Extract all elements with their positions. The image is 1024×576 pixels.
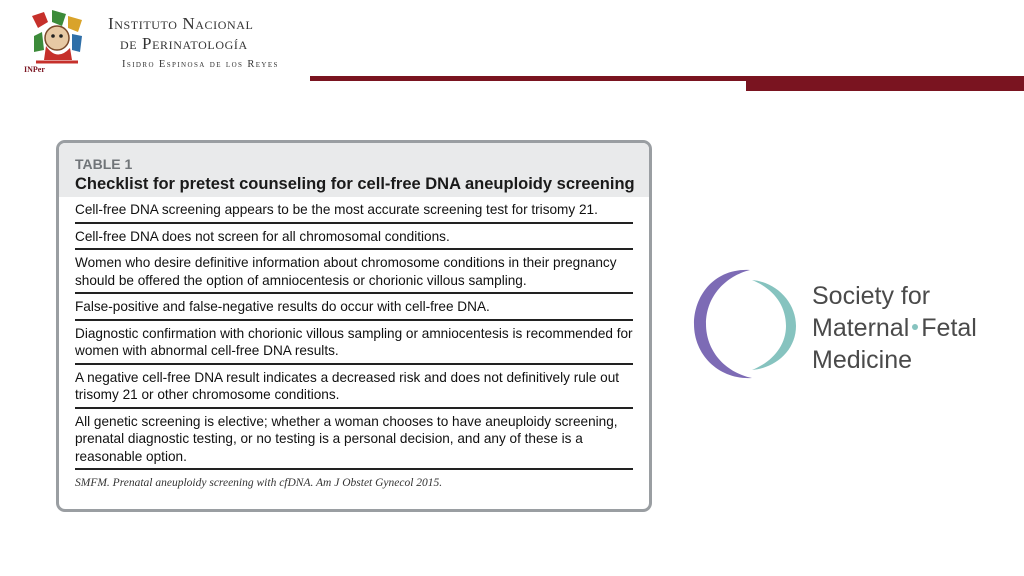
- inper-logo-caption: INPer: [24, 65, 45, 74]
- table-title: Checklist for pretest counseling for cell-free DNA aneuploidy screening: [75, 175, 635, 193]
- institute-line-3: Isidro Espinosa de los Reyes: [122, 59, 279, 70]
- table-card: [56, 140, 652, 512]
- table-row: Cell-free DNA does not screen for all chromosomal conditions.: [75, 224, 633, 251]
- table-label: TABLE 1: [75, 156, 133, 172]
- smfm-dot: [912, 324, 918, 330]
- institute-line-1: Instituto Nacional: [108, 14, 254, 33]
- table-row: Cell-free DNA screening appears to be the most accurate screening test for trisomy 21.: [75, 197, 633, 224]
- table-row: A negative cell-free DNA result indicates a decreased risk and does not definitively rule out trisomy 21 or other chromosome conditions.: [75, 365, 633, 409]
- smfm-line-2-fetal: Fetal: [921, 314, 977, 342]
- table-row: All genetic screening is elective; whether a woman chooses to have aneuploidy screening, prenatal diagnostic testing, or no testing is a personal decision, and any of these is a reasonable option.: [75, 409, 633, 471]
- smfm-name: [812, 280, 977, 376]
- table-citation: SMFM. Prenatal aneuploidy screening with cfDNA. Am J Obstet Gynecol 2015.: [75, 477, 443, 489]
- inper-logo: [22, 6, 92, 74]
- table-header: [59, 143, 649, 197]
- smfm-line-1: Society for: [812, 282, 931, 310]
- header-rule-thick: [746, 76, 1024, 91]
- smfm-line-2: [812, 312, 977, 344]
- smfm-line-2-maternal: Maternal: [812, 314, 910, 342]
- institute-line-2: de Perinatología: [120, 34, 248, 53]
- table-row: False-positive and false-negative results do occur with cell-free DNA.: [75, 294, 633, 321]
- table-row: Diagnostic confirmation with chorionic villous sampling or amniocentesis is recommended for women with abnormal cell-free DNA results.: [75, 321, 633, 365]
- smfm-crescent-icon: [692, 266, 802, 382]
- institute-name: [108, 14, 279, 73]
- inper-logo-icon: [22, 6, 92, 74]
- smfm-logo: [692, 266, 802, 382]
- table-rows: [59, 197, 649, 470]
- smfm-line-3: Medicine: [812, 346, 913, 374]
- table-row: Women who desire definitive information about chromosome conditions in their pregnancy should be offered the option of amniocentesis or chorionic villous sampling.: [75, 250, 633, 294]
